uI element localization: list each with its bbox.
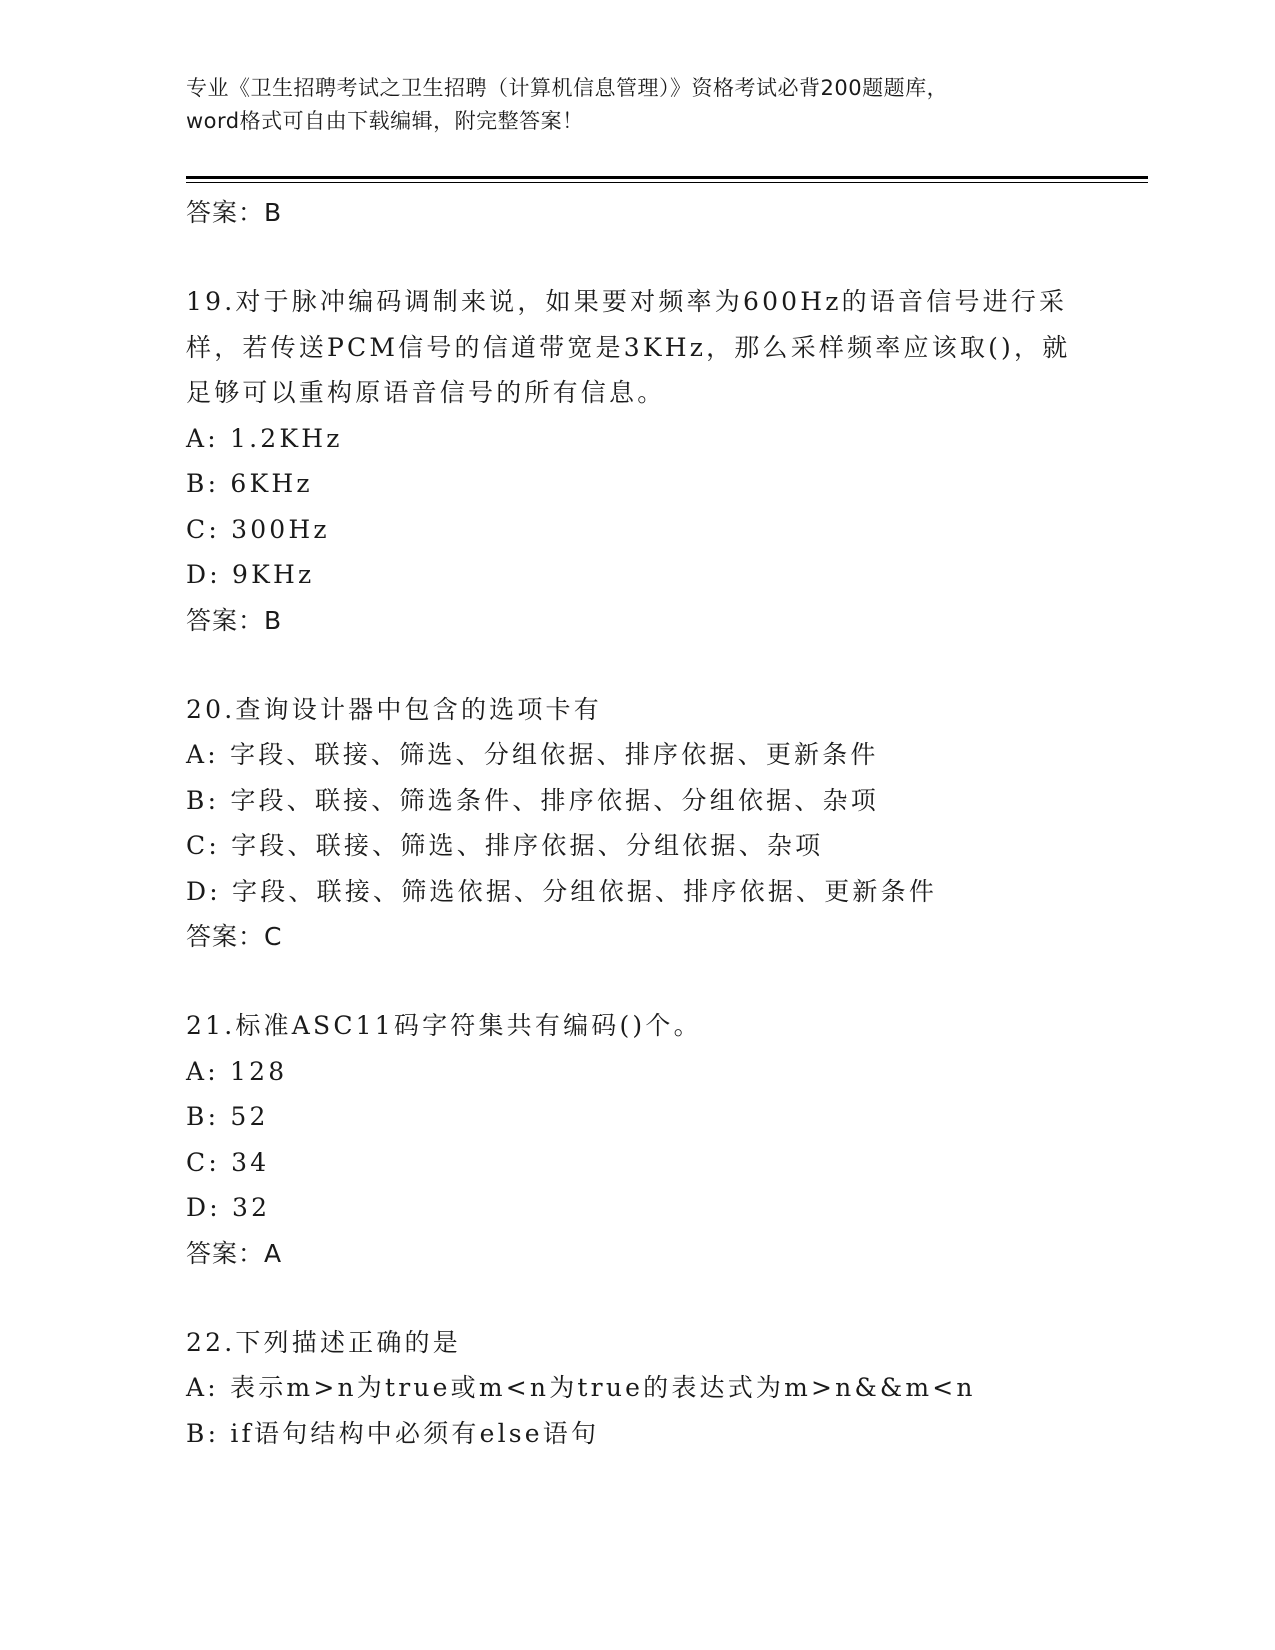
header-divider-thick xyxy=(186,176,1148,179)
option-a: A: 字段、联接、筛选、分组依据、排序依据、更新条件 xyxy=(186,740,879,769)
option-a: A: 表示m>n为true或m<n为true的表达式为m>n&&m<n xyxy=(186,1373,976,1402)
spacer xyxy=(186,960,1086,1003)
question-stem-line: 20.查询设计器中包含的选项卡有 xyxy=(186,694,602,724)
header-line-1: 专业《卫生招聘考试之卫生招聘（计算机信息管理）》资格考试必背200题题库， xyxy=(186,76,949,100)
question-stem-line: 21.标准ASC11码字符集共有编码()个。 xyxy=(186,1011,702,1040)
question-22 xyxy=(186,1320,1086,1457)
question-stem-line: 样，若传送PCM信号的信道带宽是3KHz，那么采样频率应该取()，就 xyxy=(186,332,1071,362)
question-19 xyxy=(186,279,1086,644)
header-line-2: word格式可自由下载编辑，附完整答案！ xyxy=(186,109,584,133)
spacer xyxy=(186,236,1086,279)
option-b: B: if语句结构中必须有else语句 xyxy=(186,1418,600,1448)
option-c: C: 字段、联接、筛选、排序依据、分组依据、杂项 xyxy=(186,831,824,860)
option-a: A: 1.2KHz xyxy=(186,423,343,453)
option-c: C: 300Hz xyxy=(186,514,330,544)
spacer xyxy=(186,644,1086,687)
page-header xyxy=(186,72,1086,138)
header-divider-thin xyxy=(186,182,1148,183)
question-stem-line: 19.对于脉冲编码调制来说，如果要对频率为600Hz的语音信号进行采 xyxy=(186,287,1068,316)
answer-line: 答案：A xyxy=(186,1238,283,1268)
previous-answer: 答案：B xyxy=(186,198,283,227)
spacer xyxy=(186,1277,1086,1320)
question-list xyxy=(186,190,1086,1456)
option-b: B: 6KHz xyxy=(186,469,313,498)
question-20 xyxy=(186,687,1086,961)
option-c: C: 34 xyxy=(186,1147,270,1177)
option-d: D: 32 xyxy=(186,1193,271,1222)
question-stem-line: 22.下列描述正确的是 xyxy=(186,1327,461,1357)
option-b: B: 52 xyxy=(186,1102,269,1131)
option-d: D: 字段、联接、筛选依据、分组依据、排序依据、更新条件 xyxy=(186,876,938,906)
answer-line: 答案：C xyxy=(186,922,283,951)
option-a: A: 128 xyxy=(186,1056,288,1086)
question-21 xyxy=(186,1003,1086,1277)
answer-line: 答案：B xyxy=(186,605,283,635)
question-stem-line: 足够可以重构原语音信号的所有信息。 xyxy=(186,378,666,407)
option-b: B: 字段、联接、筛选条件、排序依据、分组依据、杂项 xyxy=(186,785,879,815)
option-d: D: 9KHz xyxy=(186,560,315,589)
